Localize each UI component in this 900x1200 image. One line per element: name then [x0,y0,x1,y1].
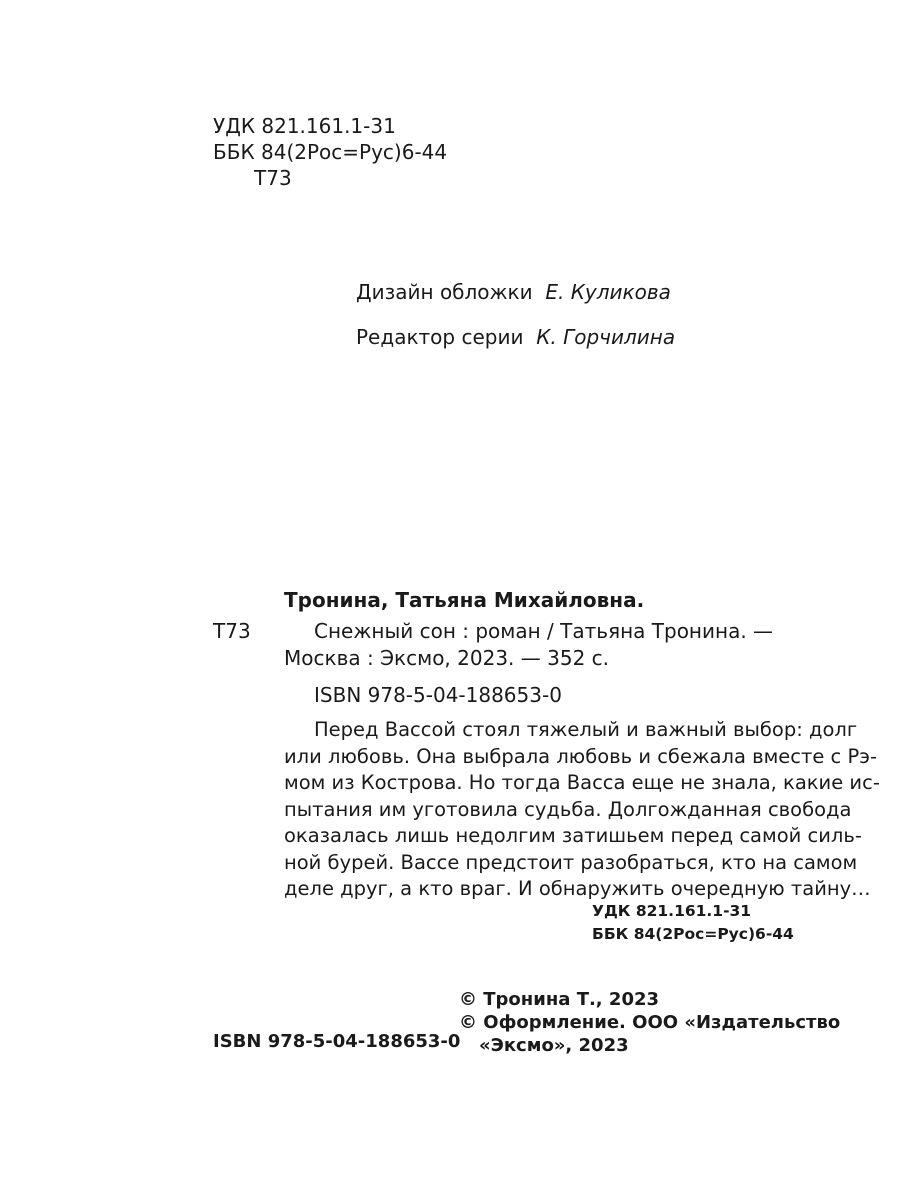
record-title-line-1: Снежный сон : роман / Татьяна Тронина. — [314,619,774,643]
record-isbn: ISBN 978-5-04-188653-0 [314,683,562,707]
bbk-code: ББК 84(2Рос=Рус)6-44 [213,140,448,164]
credit-name: Е. Куликова [545,280,671,304]
record-udk: УДК 821.161.1-31 [592,902,752,920]
annotation-line: оказалась лишь недолгим затишьем перед самой силь- [284,824,862,847]
copyright-line: © Тронина Т., 2023 [459,989,660,1010]
credit-role: Дизайн обложки [356,280,533,304]
annotation-line: или любовь. Она выбрала любовь и сбежала вместе с Рэ- [284,744,877,768]
footer-isbn: ISBN 978-5-04-188653-0 [213,1031,461,1052]
annotation-line: Перед Вассой стоял тяжелый и важный выбор: долг [314,718,858,741]
record-author-heading: Тронина, Татьяна Михайловна. [284,588,645,612]
record-author-sign: Т73 [213,619,251,643]
annotation-line: деле друг, а кто враг. И обнаружить очередную тайну… [284,877,871,900]
credit-cover-design [356,280,671,304]
udk-code: УДК 821.161.1-31 [213,114,396,138]
record-title-line-2: Москва : Эксмо, 2023. — 352 с. [284,646,609,670]
annotation-line: пытания им уготовила судьба. Долгожданная свобода [284,797,852,821]
record-annotation [284,717,880,903]
annotation-line: мом из Кострова. Но тогда Васса еще не знала, какие ис- [284,771,880,794]
credit-name: К. Горчилина [536,325,676,349]
credit-series-editor [356,325,675,349]
annotation-line: ной бурей. Вассе предстоит разобраться, кто на самом [284,850,858,874]
record-bbk: ББК 84(2Рос=Рус)6-44 [592,925,794,943]
copyright-line: © Оформление. ООО «Издательство [459,1012,841,1033]
copyright-line: «Эксмо», 2023 [479,1035,629,1056]
credit-role: Редактор серии [356,325,524,349]
author-sign: Т73 [254,166,292,190]
